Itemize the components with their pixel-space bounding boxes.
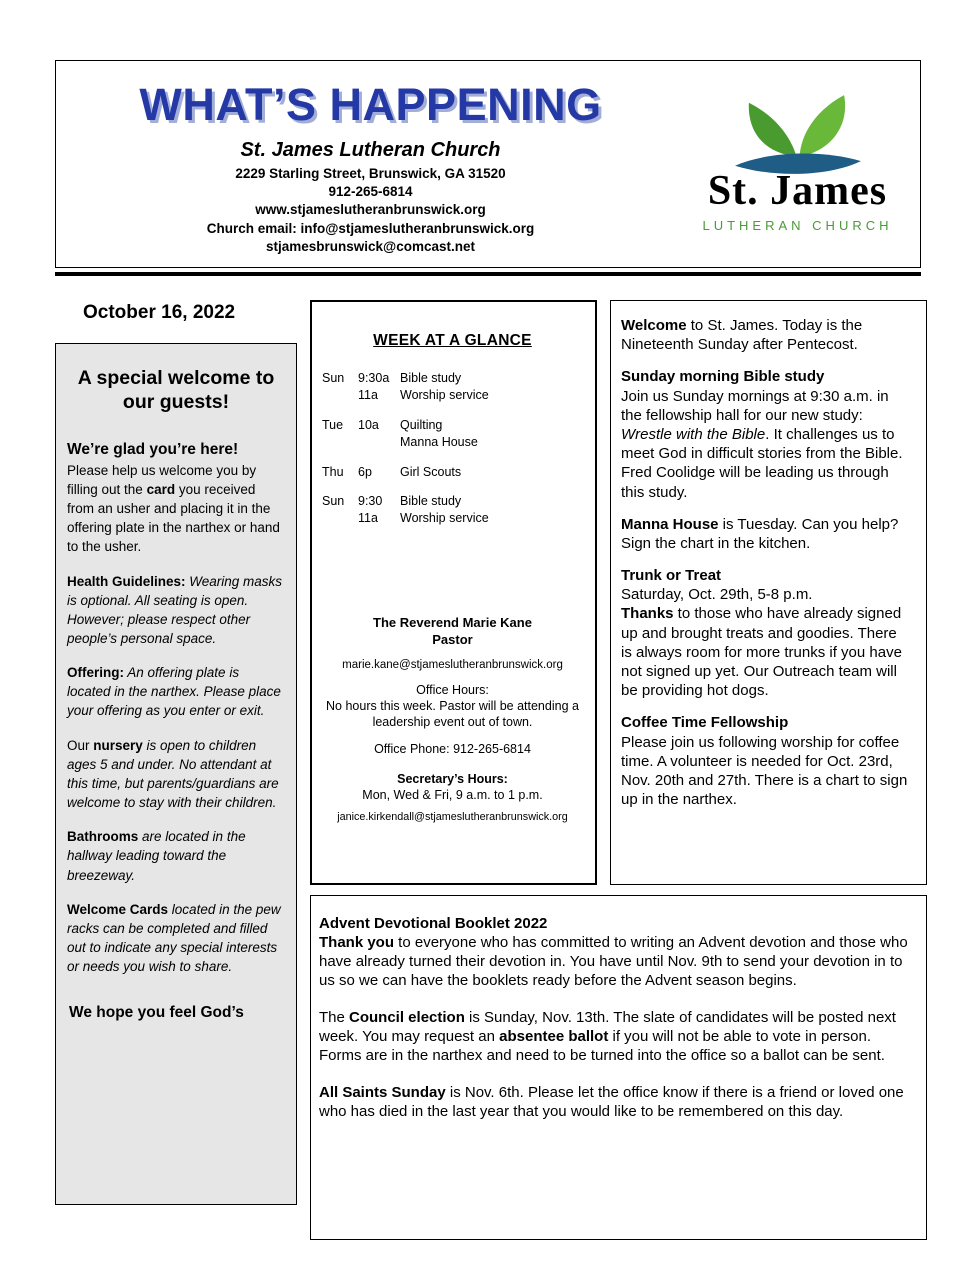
schedule-event: Bible study <box>400 371 462 385</box>
secretary-hours-label: Secretary’s Hours: <box>397 771 508 786</box>
guest-welcome-box <box>55 343 297 1205</box>
church-email: Church email: info@stjameslutheranbrunswick.org <box>206 220 535 236</box>
announcements-box <box>610 300 927 885</box>
schedule-day <box>322 434 354 451</box>
schedule-time: 10a <box>358 417 379 432</box>
church-phone: 912-265-6814 <box>328 184 413 200</box>
schedule-day: Sun <box>322 371 345 385</box>
schedule-event: Girl Scouts <box>400 464 462 479</box>
schedule-row <box>322 510 583 527</box>
church-email-secondary: stjamesbrunswick@comcast.net <box>266 238 475 254</box>
welcome-paragraph-list <box>67 439 285 977</box>
schedule-day: Sun <box>322 494 345 509</box>
schedule-event: Manna House <box>400 434 478 449</box>
welcome-paragraph: We’re glad you’re here! Please help us welcome you by filling out the card you received from an usher and placing it in the offering plate in the narthex or hand to the usher. <box>67 440 280 555</box>
secretary-email: janice.kirkendall@stjameslutheranbrunswick.org <box>337 811 568 824</box>
schedule-day: Tue <box>322 417 344 432</box>
schedule-day <box>322 510 354 527</box>
schedule-day <box>322 387 354 404</box>
schedule-list <box>322 370 583 527</box>
logo-subtitle: LUTHERAN CHURCH <box>702 217 893 233</box>
advent-paragraph: All Saints Sunday is Nov. 6th. Please let the office know if there is a friend or loved one who has died in the last year that you would like to be remembered on this day. <box>319 1084 904 1121</box>
welcome-paragraph: Bathrooms are located in the hallway leading toward the breezeway. <box>67 829 246 883</box>
header <box>55 60 921 268</box>
schedule-day: Thu <box>322 464 344 479</box>
welcome-paragraph: Health Guidelines: Wearing masks is optional. All seating is open. However; please respect other people’s personal space. <box>67 573 283 646</box>
welcome-closing: We hope you feel God’s <box>69 1004 244 1022</box>
church-website: www.stjameslutheranbrunswick.org <box>255 202 486 218</box>
announcement-paragraph: Coffee Time Fellowship Please join us following worship for coffee time. A volunteer is needed for Oct. 23rd, Nov. 20th and 27th. There is a chart to sign up in the narthex. <box>621 714 908 809</box>
week-at-a-glance-box <box>310 300 597 885</box>
advent-paragraph: Advent Devotional Booklet 2022 Thank you to everyone who has committed to writing an Advent devotion and those who have already turned their devotion in. You have until Nov. 9th to send your devotion in to us so we can have the booklets ready before the Advent season begins. <box>319 915 908 990</box>
schedule-time: 9:30 <box>358 494 383 509</box>
welcome-paragraph: Welcome Cards located in the pew racks can be completed and filled out to indicate any special interests or needs you wish to share. <box>67 901 281 975</box>
announcement-paragraph: Trunk or Treat Saturday, Oct. 29th, 5-8 p.m. Thanks to those who have already signed up and brought treats and goodies. There is always room for more trunks if you have not signed up yet. Our Outreach team will be providing hot dogs. <box>621 567 902 700</box>
schedule-row <box>322 434 583 451</box>
newsletter-title: WHAT’S HAPPENING <box>139 79 602 130</box>
secretary-hours: Mon, Wed & Fri, 9 a.m. to 1 p.m. <box>362 788 543 803</box>
office-hours-text: No hours this week. Pastor will be attending a leadership event out of town. <box>326 699 579 730</box>
announcement-paragraph: Sunday morning Bible study Join us Sunday mornings at 9:30 a.m. in the fellowship hall for our new study: Wrestle with the Bible. It challenges us to meet God in difficult stories from the Bible. Fred Coolidge will be leading us through this study. <box>621 368 903 501</box>
pastor-email: marie.kane@stjameslutheranbrunswick.org <box>342 658 563 671</box>
schedule-time <box>354 434 400 451</box>
schedule-event: Bible study <box>400 494 462 509</box>
schedule-time: 11a <box>358 511 378 526</box>
church-address: 2229 Starling Street, Brunswick, GA 31520 <box>235 166 506 181</box>
logo-wordmark: St. James <box>707 167 888 214</box>
schedule-row <box>322 370 583 387</box>
schedule-row <box>322 464 583 481</box>
advent-paragraph-list <box>319 914 908 1121</box>
leaves-swoosh-icon <box>713 92 883 178</box>
welcome-box-title: A special welcome to our guests! <box>77 367 275 414</box>
schedule-time: 11a <box>358 387 378 402</box>
office-hours-label: Office Hours: <box>416 682 489 697</box>
schedule-row <box>322 417 583 434</box>
church-name: St. James Lutheran Church <box>240 139 501 161</box>
schedule-row <box>322 387 583 404</box>
advent-paragraph: The Council election is Sunday, Nov. 13th. The slate of candidates will be posted next week. You may request an absentee ballot if you will not be able to vote in person. Forms are in the narthex and need to be turned into the office so a ballot can be sent. <box>319 1009 896 1065</box>
schedule-time: 9:30a <box>358 371 390 385</box>
church-contact-info <box>56 165 685 256</box>
welcome-paragraph: Offering: An offering plate is located in the narthex. Please place your offering as you enter or exit. <box>67 665 281 719</box>
announcement-list <box>621 316 910 809</box>
welcome-paragraph: Our nursery is open to children ages 5 and under. No attendant at this time, but parents/guardians are welcome to stay with their children. <box>67 737 279 811</box>
header-divider <box>55 272 921 276</box>
issue-date: October 16, 2022 <box>83 302 236 323</box>
schedule-row <box>322 493 583 510</box>
header-text-block <box>56 61 685 267</box>
pastor-title: Pastor <box>432 632 473 648</box>
church-logo <box>685 61 920 267</box>
schedule-time: 6p <box>358 464 372 479</box>
pastor-name: The Reverend Marie Kane <box>373 615 532 631</box>
week-box-title: WEEK AT A GLANCE <box>373 332 532 349</box>
schedule-event: Worship service <box>400 511 489 526</box>
advent-announcements-box <box>310 895 927 1240</box>
announcement-paragraph: Manna House is Tuesday. Can you help? Sign the chart in the kitchen. <box>621 515 899 552</box>
schedule-event: Quilting <box>400 417 443 432</box>
office-phone: Office Phone: 912-265-6814 <box>374 741 531 756</box>
schedule-event: Worship service <box>400 387 489 402</box>
announcement-paragraph: Welcome to St. James. Today is the Nineteenth Sunday after Pentecost. <box>621 317 863 354</box>
pastor-info-block <box>322 615 583 824</box>
